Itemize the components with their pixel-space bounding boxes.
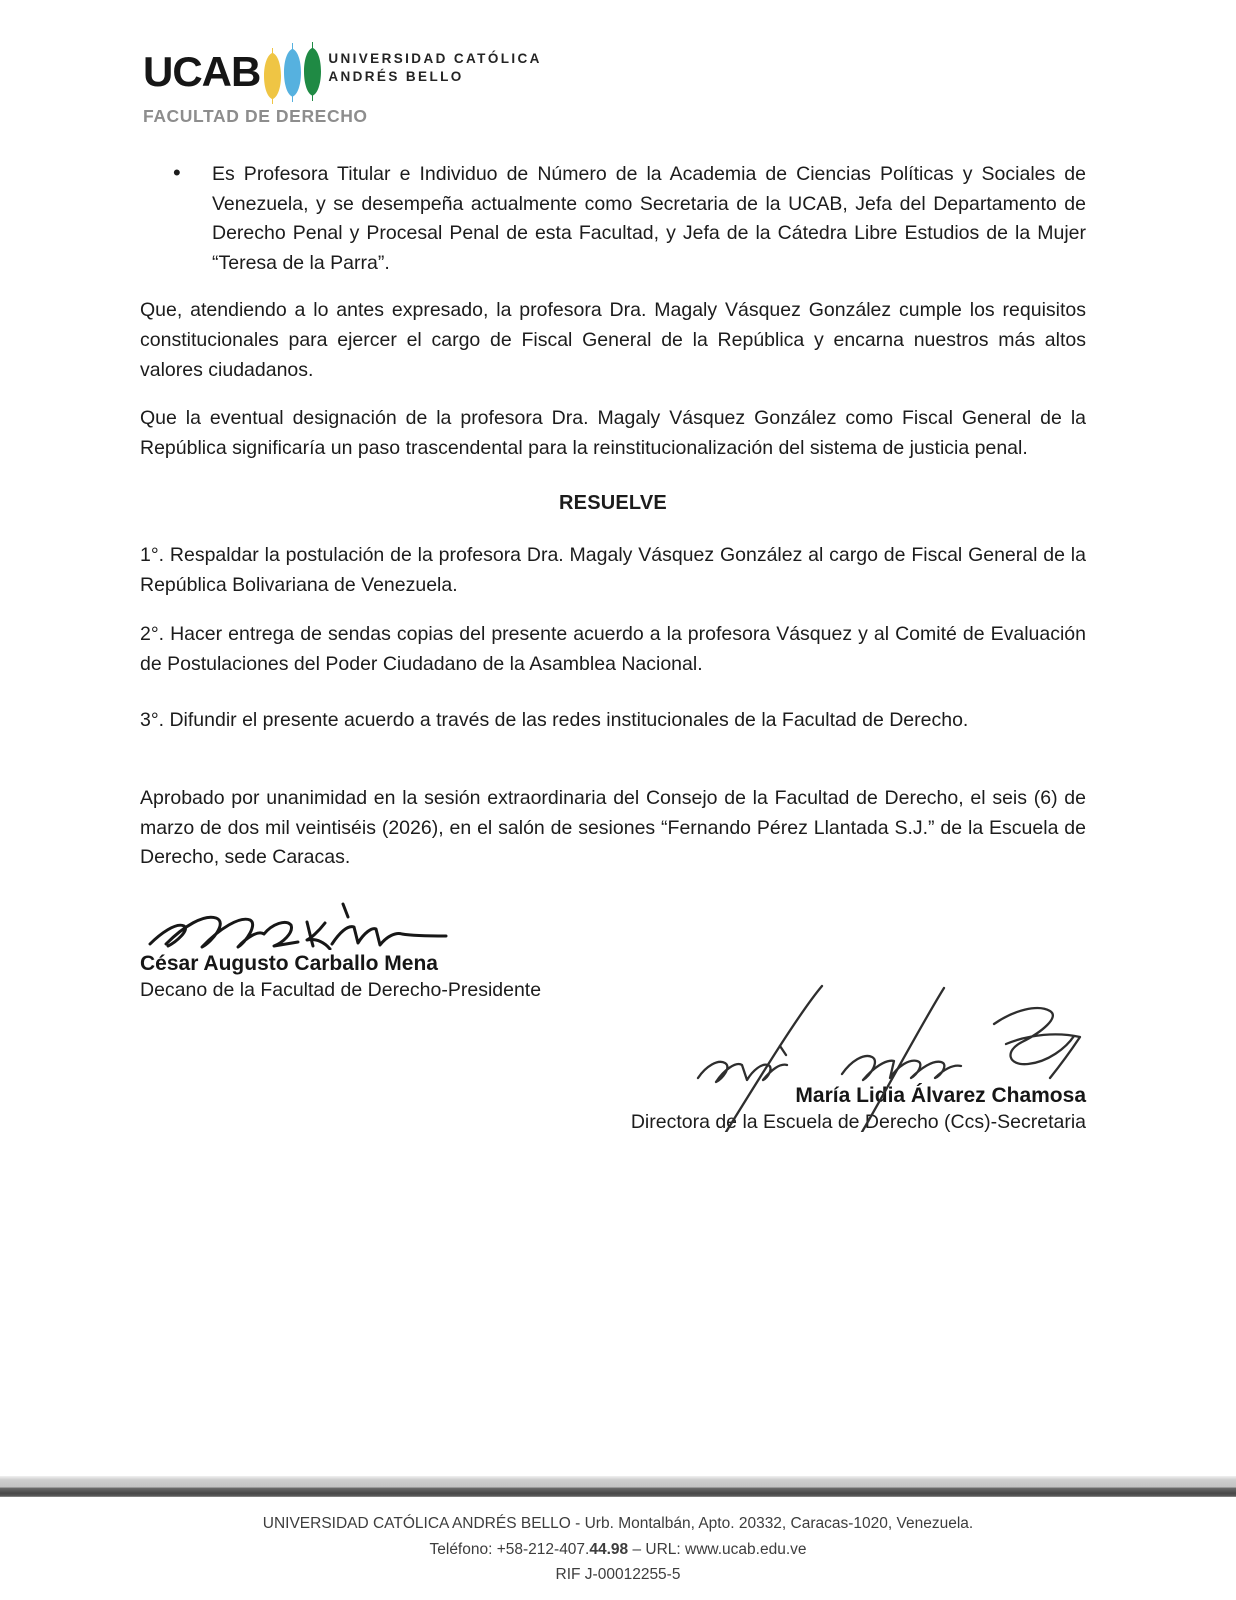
logo-spindle-blue xyxy=(284,43,301,102)
ucab-logo-text: UCAB xyxy=(143,48,261,95)
resolution-item-3: 3°. Difundir el presente acuerdo a través de las redes institucionales de la Facultad de Derecho. xyxy=(140,709,969,732)
resolve-heading: RESUELVE xyxy=(559,492,667,515)
footer xyxy=(0,1511,1236,1588)
footer-rif: RIF J-00012255-5 xyxy=(555,1566,681,1583)
signature-block-dean xyxy=(140,892,1086,1004)
bullet-paragraph-text: Es Profesora Titular e Individuo de Número de la Academia de Ciencias Políticas y Sociales de Venezuela, y se desempeña actualmente como Secretaria de la UCAB, Jefa del Departamento de Derecho Penal y Procesal Penal de esta Facultad, y Jefa de la Cátedra Libre Estudios de la Mujer “Teresa de la Parra”. xyxy=(212,163,1086,274)
footer-phone-bold: 44.98 xyxy=(589,1540,629,1558)
paragraph-considering-1: Que, atendiendo a lo antes expresado, la profesora Dra. Magaly Vásquez González cumple los requisitos constitucionales para ejercer el cargo de Fiscal General de la República y encarna nuestros más altos valores ciudadanos. xyxy=(140,299,1086,381)
footer-address: UNIVERSIDAD CATÓLICA ANDRÉS BELLO - Urb. Montalbán, Apto. 20332, Caracas-1020, Venezuela. xyxy=(262,1515,974,1532)
ucab-logo-mark-icon xyxy=(264,42,322,108)
ucab-logo xyxy=(143,42,542,108)
resolution-item-2: 2°. Hacer entrega de sendas copias del presente acuerdo a la profesora Vásquez y al Comité de Evaluación de Postulaciones del Poder Ciudadano de la Asamblea Nacional. xyxy=(140,623,1086,675)
dean-name: César Augusto Carballo Mena xyxy=(140,951,438,975)
faculty-heading: FACULTAD DE DERECHO xyxy=(143,106,368,126)
university-name xyxy=(328,50,542,85)
resolution-item-1: 1°. Respaldar la postulación de la profesora Dra. Magaly Vásquez González al cargo de Fiscal General de la República Bolivariana de Venezuela. xyxy=(140,543,1086,596)
footer-phone-prefix: Teléfono: +58-212-407. xyxy=(429,1540,590,1558)
secretary-name: María Lidia Álvarez Chamosa xyxy=(795,1083,1086,1107)
bullet-paragraph xyxy=(140,160,1086,278)
logo-spindle-yellow xyxy=(264,48,281,104)
university-name-line1: UNIVERSIDAD CATÓLICA xyxy=(328,51,542,66)
bullet-marker: • xyxy=(173,160,181,185)
secretary-title: Directora de la Escuela de Derecho (Ccs)-Secretaria xyxy=(630,1110,1086,1133)
closing-paragraph: Aprobado por unanimidad en la sesión extraordinaria del Consejo de la Facultad de Derecho, el seis (6) de marzo de dos mil veintiséis (2026), en el salón de sesiones “Fernando Pérez Llantada S.J.” de la Escuela de Derecho, sede Caracas. xyxy=(140,786,1086,869)
dean-signature-icon xyxy=(144,892,454,950)
footer-url: – URL: www.ucab.edu.ve xyxy=(628,1540,807,1558)
university-name-line2: ANDRÉS BELLO xyxy=(328,68,464,84)
dean-title: Decano de la Facultad de Derecho-Presidente xyxy=(140,978,542,1001)
document-body xyxy=(140,160,1086,1136)
paragraph-considering-2: Que la eventual designación de la profesora Dra. Magaly Vásquez González como Fiscal General de la República significaría un paso trascendental para la reinstitucionalización del sistema de justicia penal. xyxy=(140,407,1086,459)
footer-divider-bar xyxy=(0,1476,1236,1497)
signature-block-secretary xyxy=(140,1082,1086,1136)
logo-spindle-green xyxy=(304,42,321,101)
footer-contact xyxy=(0,1537,1236,1563)
